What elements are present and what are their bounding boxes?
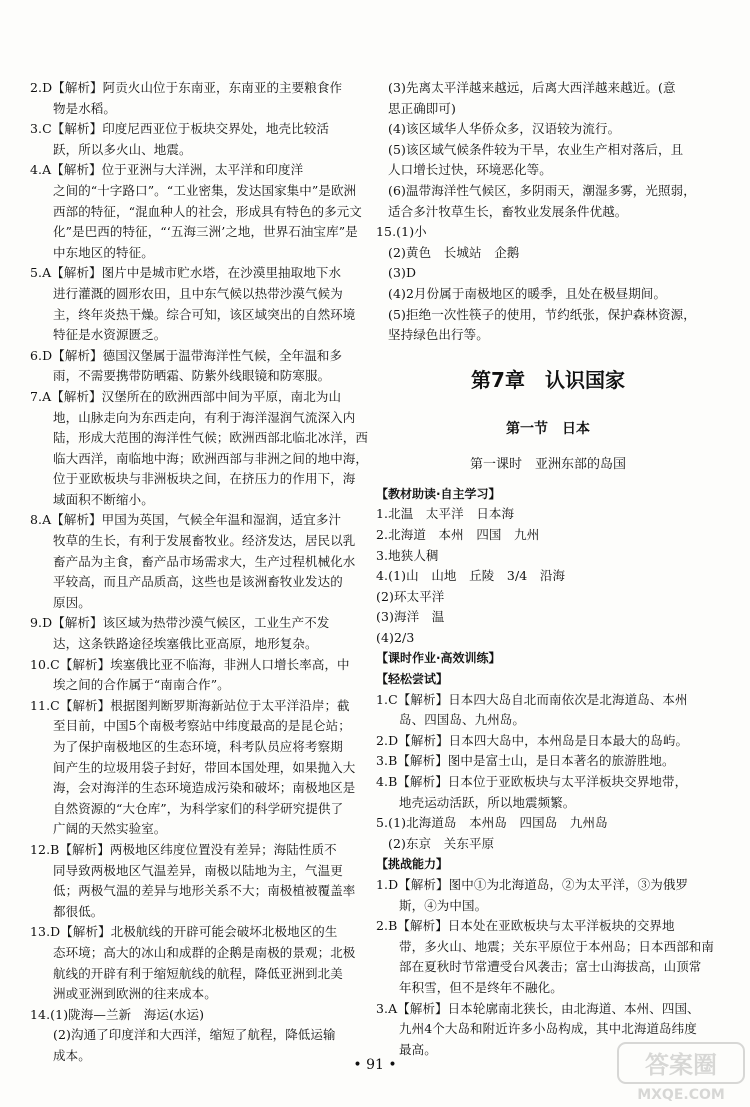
- answer-line: 为了保护南极地区的生态环境，科考队员应将考察期: [53, 739, 343, 754]
- answer-line: 2.B【解析】日本处在亚欧板块与太平洋板块的交界地: [376, 918, 675, 934]
- answer-line: 岛、四国岛、九州岛。: [399, 712, 526, 728]
- answer-line: 低；两极气温的差异与地形关系不大；南极植被覆盖率: [53, 883, 356, 899]
- study-line: (3)海洋 温: [376, 609, 445, 625]
- answer-line: 平较高，而且产品质高，这些也是该洲畜牧业发达的: [53, 574, 343, 590]
- study-answers: [376, 504, 720, 648]
- answer-line: 雨，不需要携带防晒霜、防紫外线眼镜和防寒服。: [53, 368, 331, 384]
- answer-line: 3.B【解析】图中是富士山，是日本著名的旅游胜地。: [376, 753, 675, 769]
- band-homework: 【课时作业·高效训练】: [376, 651, 501, 666]
- study-line: 2.北海道 本州 四国 九州: [376, 526, 540, 542]
- answer-line: 九州4个大岛和附近许多小岛构成，其中北海道岛纬度: [399, 1021, 697, 1037]
- answer-line: 畜产品为主食，畜产品市场需求大，生产过程机械化水: [53, 553, 356, 569]
- answer-line: 进行灌溉的圆形农田，且中东气候以热带沙漠气候为: [53, 285, 343, 301]
- answer-line: 牧草的生长，有利于发展畜牧业。经济发达，居民以乳: [53, 533, 356, 549]
- answer-line: (6)温带海洋性气候区，多阴雨天，潮湿多雾，光照弱，: [388, 182, 696, 198]
- answer-line: 5.A【解析】图片中是城市贮水塔，在沙漠里抽取地下水: [30, 265, 342, 281]
- answer-line: (2)沟通了印度洋和大西洋，缩短了航程，降低运输: [53, 1027, 336, 1043]
- watermark-text: 答案圈: [645, 1051, 717, 1079]
- answer-line: (5)拒绝一次性筷子的使用，节约纸张，保护森林资源，: [388, 306, 696, 322]
- answer-line: 都很低。: [53, 903, 104, 919]
- answer-line: 5.(1)北海道岛 本州岛 四国岛 九州岛: [376, 815, 608, 831]
- answer-line: 3.C【解析】印度尼西亚位于板块交界处，地壳比较活: [30, 121, 329, 137]
- study-line: (4)2/3: [376, 629, 415, 645]
- watermark-logo: [616, 1041, 746, 1103]
- answer-line: 12.B【解析】两极地区纬度位置没有差异；海陆性质不: [30, 841, 337, 857]
- answer-line: 同导致两极地区气温差异，南极以陆地为主，气温更: [53, 862, 343, 878]
- answer-line: 11.C【解析】根据图判断罗斯海新站位于太平洋沿岸；截: [30, 697, 350, 713]
- answer-line: 适合多汁牧草生长，畜牧业发展条件优越。: [388, 203, 628, 219]
- answer-line: 2.D【解析】阿贡火山位于东南亚，东南亚的主要粮食作: [30, 80, 343, 95]
- answer-line: 成本。: [53, 1047, 91, 1063]
- answer-line: 至目前，中国5个南极考察站中纬度最高的是昆仑站；: [53, 718, 351, 734]
- answer-line: 带，多火山、地震；关东平原位于本州岛；日本西部和南: [399, 938, 715, 954]
- section-title: 第一节 日本: [506, 420, 590, 437]
- answer-line: 之间的“十字路口”。“工业密集，发达国家集中”是欧洲: [53, 182, 357, 198]
- answer-line: (5)该区域气候条件较为干旱，农业生产相对落后，且: [388, 141, 684, 157]
- band-study: 【教材助读·自主学习】: [376, 486, 501, 501]
- answer-line: (3)D: [388, 265, 417, 281]
- answer-line: (3)先离太平洋越来越远，后离大西洋越来越近。(意: [388, 80, 676, 95]
- challenge-answers: [376, 875, 720, 1060]
- answer-line: 埃之间的合作属于“南南合作”。: [53, 677, 230, 693]
- answer-line: 地壳运动活跃，所以地震频繁。: [399, 794, 576, 810]
- answer-line: 2.D【解析】日本四大岛中，本州岛是日本最大的岛屿。: [376, 732, 689, 748]
- answer-line: 坚持绿色出行等。: [388, 327, 489, 343]
- answer-line: 8.A【解析】甲国为英国，气候全年温和湿润，适宜多汁: [30, 512, 342, 528]
- answer-line: (2)黄色 长城站 企鹅: [388, 244, 520, 260]
- answer-line: 3.A【解析】日本轮廓南北狭长，由北海道、本州、四国、: [376, 1000, 700, 1016]
- answer-line: 跃，所以多火山、地震。: [53, 141, 192, 157]
- answer-line: 主，终年炎热干燥。综合可知，该区域突出的自然环境: [53, 306, 356, 322]
- band-challenge: 【挑战能力】: [376, 857, 449, 872]
- answer-line: (2)东京 关东平原: [388, 835, 495, 851]
- answer-line: 4.A【解析】位于亚洲与大洋洲，太平洋和印度洋: [30, 162, 304, 178]
- answer-line: 达，这条铁路途径埃塞俄比亚高原，地形复杂。: [53, 636, 318, 652]
- answer-line: 人口增长过快，环境恶化等。: [388, 162, 552, 178]
- answer-line: 物是水稻。: [53, 100, 117, 116]
- page-number: • 91 •: [353, 1057, 397, 1073]
- answer-line: 14.(1)陇海—兰新 海运(水运): [30, 1006, 205, 1022]
- watermark-url: MXQE.COM: [637, 1087, 725, 1103]
- answer-line: 特征是水资源匮乏。: [53, 327, 167, 343]
- answer-line: 斯，④为中国。: [399, 897, 488, 913]
- answer-line: 位于亚欧板块与非洲板块之间，在挤压力的作用下，海: [53, 471, 356, 487]
- answer-line: 域面积不断缩小。: [53, 491, 154, 507]
- answer-line: 自然资源的“大仓库”，为科学家们的科学研究提供了: [53, 800, 344, 816]
- answer-line: 1.D【解析】图中①为北海道岛，②为太平洋，③为俄罗: [376, 877, 689, 892]
- lesson-title: 第一课时 亚洲东部的岛国: [469, 456, 626, 472]
- answer-line: 部在夏秋时节常遭受台风袭击；富士山海拔高，山顶常: [399, 959, 702, 975]
- answer-line: 中东地区的特征。: [53, 244, 154, 260]
- answer-line: 洲或亚洲到欧洲的往来成本。: [53, 986, 217, 1002]
- study-line: 1.北温 太平洋 日本海: [376, 506, 515, 522]
- answer-line: 6.D【解析】德国汉堡属于温带海洋性气候，全年温和多: [30, 347, 343, 363]
- chapter-title: 第7章 认识国家: [471, 367, 625, 392]
- left-column: [30, 78, 375, 1067]
- answer-line: 15.(1)小: [376, 224, 427, 240]
- answer-line: 1.C【解析】日本四大岛自北而南依次是北海道岛、本州: [376, 691, 688, 707]
- right-column: [376, 78, 720, 1060]
- easy-answers: [376, 690, 720, 855]
- answer-line: 态环境；高大的冰山和成群的企鹅是南极的景观；北极: [53, 944, 356, 960]
- answer-line: 间产生的垃圾用袋子封好，带回本国处理，如果抛入大: [53, 759, 356, 775]
- answer-line: (4)2月份属于南极地区的暖季，且处在极昼期间。: [388, 285, 667, 301]
- answer-line: 海，会对海洋的生态环境造成污染和破坏；南极地区是: [53, 780, 356, 796]
- answer-line: 思正确即可): [388, 100, 456, 116]
- answer-line: 原因。: [53, 594, 91, 610]
- answer-line: 化”是巴西的特征，“‘五海三洲’之地，世界石油宝库”是: [53, 224, 358, 240]
- continued-answers: [376, 78, 720, 346]
- answer-line: 13.D【解析】北极航线的开辟可能会破坏北极地区的生: [30, 924, 338, 940]
- answer-line: 最高。: [399, 1041, 437, 1057]
- study-line: (2)环太平洋: [376, 588, 445, 604]
- answer-line: 航线的开辟有利于缩短航线的航程，降低亚洲到北美: [53, 965, 343, 981]
- answer-line: 西部的特征，“混血种人的社会，形成具有特色的多元文: [53, 203, 362, 219]
- answer-line: 临大西洋，南临地中海；欧洲西部与非洲之间的地中海，: [53, 450, 369, 466]
- answer-line: 广阔的天然实验室。: [53, 821, 167, 837]
- answer-line: 年积雪，但不是终年不融化。: [399, 979, 563, 995]
- answer-line: 9.D【解析】该区域为热带沙漠气候区，工业生产不发: [30, 615, 330, 631]
- answer-line: 地，山脉走向为东西走向，有利于海洋湿润气流深入内: [53, 409, 356, 425]
- answer-line: (4)该区域华人华侨众多，汉语较为流行。: [388, 121, 621, 137]
- answer-line: 陆，形成大范围的海洋性气候；欧洲西部北临北冰洋，西: [53, 430, 369, 446]
- answer-line: 7.A【解析】汉堡所在的欧洲西部中间为平原，南北为山: [30, 388, 342, 404]
- answer-line: 4.B【解析】日本位于亚欧板块与太平洋板块交界地带，: [376, 774, 688, 790]
- band-easy: 【轻松尝试】: [376, 672, 449, 687]
- answer-line: 10.C【解析】埃塞俄比亚不临海，非洲人口增长率高，中: [30, 656, 350, 672]
- study-line: 4.(1)山 山地 丘陵 3/4 沿海: [376, 568, 566, 584]
- study-line: 3.地狭人稠: [376, 547, 439, 563]
